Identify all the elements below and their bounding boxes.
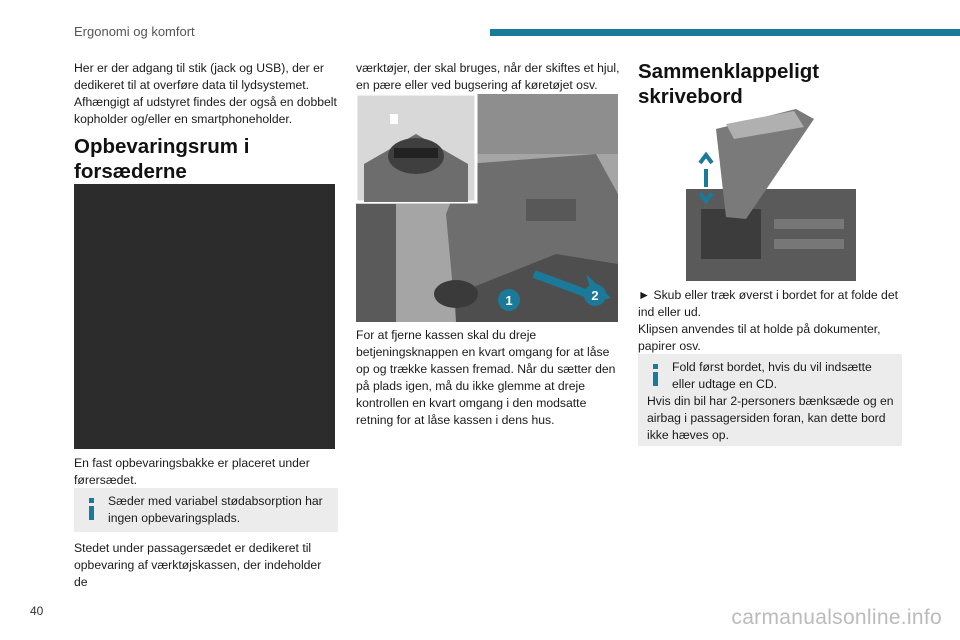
desk-clip-text: Klipsen anvendes til at holde på dokumenter, papirer osv. xyxy=(638,322,881,353)
section-heading-desk: Sammenklappeligt skrivebord xyxy=(638,60,820,108)
header-accent-bar xyxy=(490,29,960,36)
running-header: Ergonomi og komfort xyxy=(74,24,195,39)
desk-illustration xyxy=(686,109,856,281)
info-text-seats: Sæder med variabel stødabsorption har ingen opbevaringsplads. xyxy=(108,494,323,525)
watermark: carmanualsonline.info xyxy=(731,606,942,629)
intro-paragraph: Her er der adgang til stik (jack og USB), der er dedikeret til at overføre data til lydsystemet. Afhængigt af udstyret findes der også en dobbelt kopholder og/eller en smartphoneholder. xyxy=(74,61,337,126)
toolbox-illustration xyxy=(356,94,618,322)
desk-image xyxy=(686,109,856,281)
info-text-desk-body: Hvis din bil har 2-personers bænksæde og en airbag i passagersiden foran, kan dette bord ikke hæves op. xyxy=(647,394,894,442)
info-icon xyxy=(653,364,658,388)
info-text-desk-title: Fold først bordet, hvis du vil indsætte eller udtage en CD. xyxy=(672,360,872,391)
toolbox-paragraph-start: Stedet under passagersædet er dedikeret til opbevaring af værktøjskassen, der indeholder de xyxy=(74,541,322,589)
info-icon xyxy=(89,498,94,522)
storage-tray-image xyxy=(74,184,335,449)
section-heading-storage: Opbevaringsrum i forsæderne xyxy=(74,135,250,183)
toolbox-paragraph-continued: værktøjer, der skal bruges, når der skiftes et hjul, en pære eller ved bugsering af køretøjet osv. xyxy=(356,61,620,92)
callout-2: 2 xyxy=(591,288,599,303)
info-box-desk xyxy=(638,354,902,446)
storage-tray-caption: En fast opbevaringsbakke er placeret under førersædet. xyxy=(74,456,310,487)
callout-1: 1 xyxy=(505,293,513,308)
info-box-seats xyxy=(74,488,338,532)
desk-step: ► Skub eller træk øverst i bordet for at folde det ind eller ud. xyxy=(638,288,898,319)
toolbox-instructions: For at fjerne kassen skal du dreje betjeningsknappen en kvart omgang for at låse op og trække kassen fremad. Når du sætter den på plads igen, må du ikke glemme at dreje kontrollen en kvart omgang i den modsatte retning for at låse kassen i dens hus. xyxy=(356,328,616,427)
page-number: 40 xyxy=(30,604,44,618)
toolbox-image xyxy=(356,94,618,322)
